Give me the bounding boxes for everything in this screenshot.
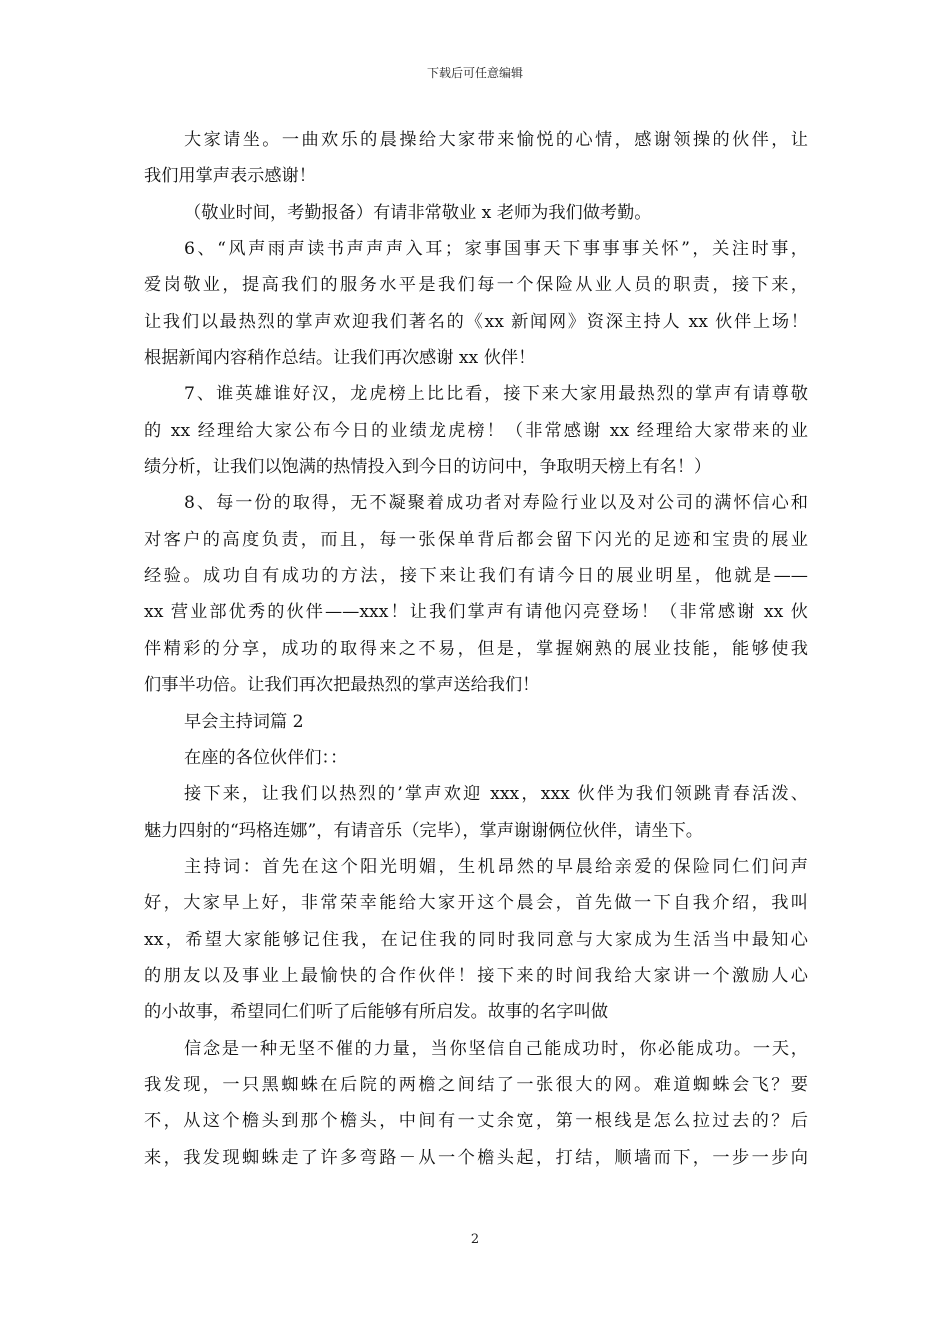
text-line: 们事半功倍。让我们再次把最热烈的掌声送给我们！ (144, 675, 540, 696)
text-line: 的小故事，希望同仁们听了后能够有所启发。故事的名字叫做 (144, 1002, 609, 1023)
document-body (144, 122, 808, 1176)
text-line: 伴精彩的分享，成功的取得来之不易，但是，掌握娴熟的展业技能，能够使我 (144, 638, 808, 659)
text-line: 的 xx 经理给大家公布今日的业绩龙虎榜！（非常感谢 xx 经理给大家带来的业 (144, 420, 808, 441)
text-line: xx 营业部优秀的伙伴——xxx！让我们掌声有请他闪亮登场！（非常感谢 xx 伙 (144, 602, 808, 623)
text-line: 绩分析，让我们以饱满的热情投入到今日的访问中，争取明天榜上有名！） (144, 457, 712, 478)
text-line: 6、“风声雨声读书声声声入耳；家事国事天下事事事关怀”，关注时事， (184, 239, 808, 260)
text-line: 我发现，一只黑蜘蛛在后院的两檐之间结了一张很大的网。难道蜘蛛会飞？要 (144, 1074, 808, 1095)
page-number: 2 (470, 1232, 480, 1247)
text-line: 大家请坐。一曲欢乐的晨操给大家带来愉悦的心情，感谢领操的伙伴，让 (184, 130, 808, 150)
text-line: 信念是一种无坚不催的力量，当你坚信自己能成功时，你必能成功。一天， (184, 1038, 808, 1059)
text-line: 经验。成功自有成功的方法，接下来让我们有请今日的展业明星，他就是—— (144, 566, 808, 587)
text-line: 不，从这个檐头到那个檐头，中间有一丈余宽，第一根线是怎么拉过去的？后 (144, 1111, 808, 1132)
text-line: 来，我发现蜘蛛走了许多弯路－从一个檐头起，打结，顺墙而下，一步一步向 (144, 1147, 808, 1168)
text-line: 让我们以最热烈的掌声欢迎我们著名的《xx 新闻网》资深主持人 xx 伙伴上场！ (144, 311, 808, 332)
text-line: 在座的各位伙伴们：： (184, 747, 348, 768)
text-line: 的朋友以及事业上最愉快的合作伙伴！接下来的时间我给大家讲一个激励人心 (144, 965, 808, 986)
text-line: 对客户的高度负责，而且，每一张保单背后都会留下闪光的足迹和宝贵的展业 (144, 529, 808, 550)
text-line: 早会主持词篇 2 (184, 711, 304, 732)
text-line: （敬业时间，考勤报备）有请非常敬业 x 老师为我们做考勤。 (184, 202, 652, 223)
text-line: 7、谁英雄谁好汉，龙虎榜上比比看，接下来大家用最热烈的掌声有请尊敬 (184, 384, 808, 405)
text-line: 根据新闻内容稍作总结。让我们再次感谢 xx 伙伴！ (144, 348, 536, 369)
text-line: 8、每一份的取得，无不凝聚着成功者对寿险行业以及对公司的满怀信心和 (184, 493, 808, 514)
text-line: 好，大家早上好，非常荣幸能给大家开这个晨会，首先做一下自我介绍，我叫 (144, 893, 808, 914)
text-line: 爱岗敬业，提高我们的服务水平是我们每一个保险从业人员的职责，接下来， (144, 275, 808, 296)
text-line: 主持词：首先在这个阳光明媚，生机昂然的早晨给亲爱的保险同仁们问声 (184, 856, 808, 877)
text-line: 魅力四射的“玛格连娜”，有请音乐（完毕），掌声谢谢俩位伙伴，请坐下。 (144, 820, 703, 841)
text-line: xx，希望大家能够记住我，在记住我的同时我同意与大家成为生活当中最知心 (144, 929, 808, 950)
text-line: 接下来，让我们以热烈的’掌声欢迎 xxx，xxx 伙伴为我们领跳青春活泼、 (184, 784, 808, 805)
page-header: 下载后可任意编辑 (426, 66, 523, 80)
text-line: 我们用掌声表示感谢！ (144, 166, 316, 187)
